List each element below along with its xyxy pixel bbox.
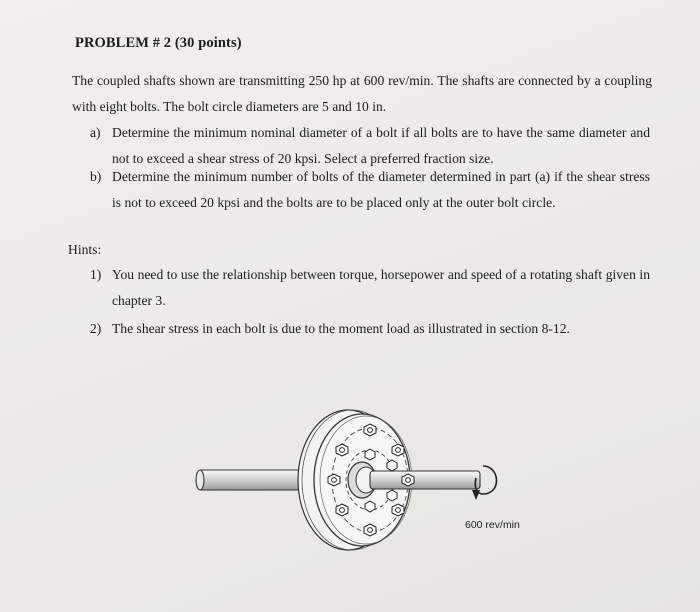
bolt-head-icon — [336, 504, 348, 516]
arrow-head-icon — [472, 490, 480, 500]
right-shaft — [370, 471, 480, 489]
inner-bolt-head-icon — [387, 460, 397, 471]
part-b — [90, 164, 650, 216]
hint-2 — [90, 316, 650, 342]
left-shaft — [198, 470, 308, 490]
inner-bolt-head-icon — [365, 501, 375, 512]
hint-1 — [90, 262, 650, 314]
bolt-head-icon — [364, 424, 376, 436]
hints-heading: Hints: — [68, 242, 102, 257]
bolted-coupling-figure — [180, 390, 560, 560]
part-a-text: Determine the minimum nominal diameter of a bolt if all bolts are to have the same diameter and not to exceed a shear stress of 20 kpsi. Select a preferred fraction size. — [112, 125, 650, 166]
rotation-speed-label: 600 rev/min — [465, 519, 520, 531]
hint-1-label: 1) — [90, 267, 102, 282]
left-shaft-end — [196, 470, 204, 490]
problem-statement: The coupled shafts shown are transmitting 250 hp at 600 rev/min. The shafts are connected by a coupling with eight bolts. The bolt circle diameters are 5 and 10 in. — [72, 73, 652, 114]
part-a-label: a) — [90, 125, 101, 140]
bolt-head-icon — [336, 444, 348, 456]
bolt-head-icon — [392, 504, 404, 516]
bolt-head-icon — [328, 474, 340, 486]
inner-bolt-head-icon — [387, 490, 397, 501]
hint-2-text: The shear stress in each bolt is due to the moment load as illustrated in section 8-12. — [112, 321, 570, 336]
hint-1-text: You need to use the relationship between torque, horsepower and speed of a rotating shaft given in chapter 3. — [112, 267, 650, 308]
bolt-head-icon — [402, 474, 414, 486]
inner-bolt-head-icon — [365, 449, 375, 460]
bolt-head-icon — [364, 524, 376, 536]
part-b-text: Determine the minimum number of bolts of the diameter determined in part (a) if the shear stress is not to exceed 20 kpsi and the bolts are to be placed only at the outer bolt circle. — [112, 169, 650, 210]
bolt-head-icon — [392, 444, 404, 456]
part-b-label: b) — [90, 169, 102, 184]
problem-title: PROBLEM # 2 (30 points) — [75, 35, 242, 51]
hint-2-label: 2) — [90, 321, 102, 336]
